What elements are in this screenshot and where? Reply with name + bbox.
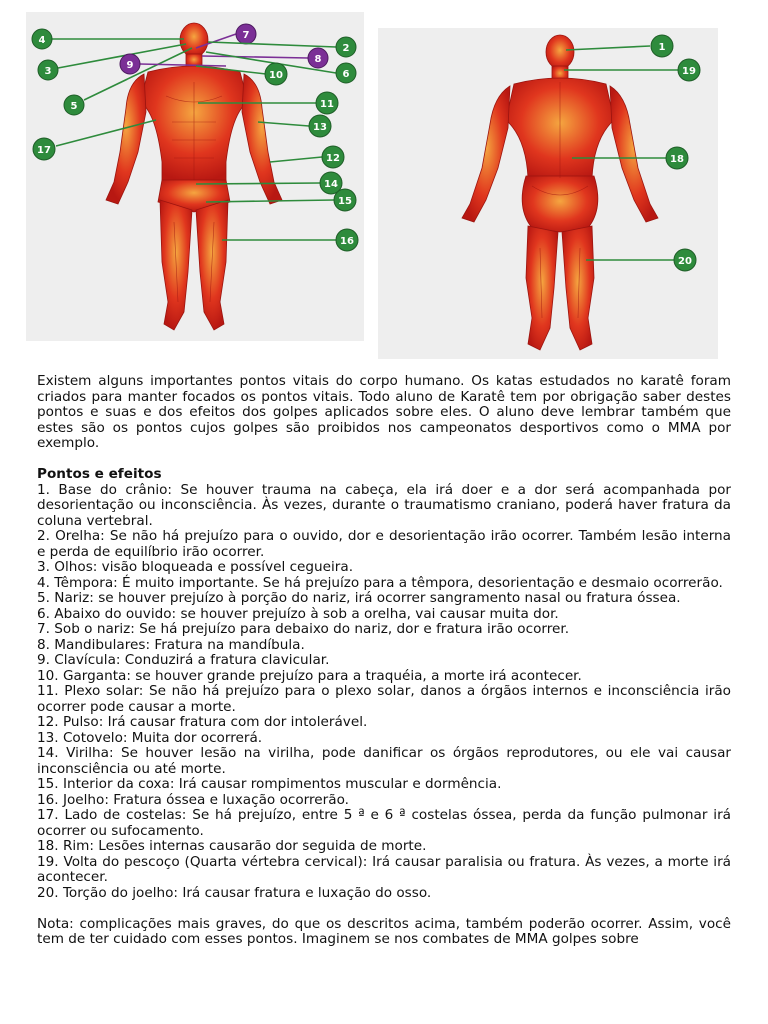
point-item: 13. Cotovelo: Muita dor ocorrerá. <box>37 729 263 746</box>
point-item: 19. Volta do pescoço (Quarta vértebra cervical): Irá causar paralisia ou fratura. Às vezes, a morte irá acontecer. <box>37 853 731 885</box>
svg-text:12: 12 <box>326 153 340 164</box>
svg-text:3: 3 <box>44 66 52 77</box>
front-anatomy-illustration <box>26 12 364 341</box>
svg-text:6: 6 <box>342 69 350 80</box>
point-item: 6. Abaixo do ouvido: se houver prejuízo à sob a orelha, vai causar muita dor. <box>37 605 559 622</box>
point-item: 14. Virilha: Se houver lesão na virilha, pode danificar os órgãos reprodutores, ou ele vai causar inconsciência ou até morte. <box>37 745 731 777</box>
point-item: 3. Olhos: visão bloqueada e possível cegueira. <box>37 559 354 575</box>
front-anatomy-figure <box>26 12 364 341</box>
point-item: 17. Lado de costelas: Se há prejuízo, entre 5 ª e 6 ª costelas óssea, perda da função pulmonar irá ocorrer ou sufocamento. <box>37 807 731 839</box>
point-item: 1. Base do crânio: Se houver trauma na cabeça, ela irá doer e a dor será acompanhada por desorientação ou inconsciência. Às vezes, durante o traumatismo craniano, poderá haver fratura da coluna vertebral. <box>37 481 731 529</box>
svg-text:5: 5 <box>70 101 78 112</box>
callout-2 <box>208 37 356 57</box>
point-item: 12. Pulso: Irá causar fratura com dor intolerável. <box>37 714 368 730</box>
svg-text:8: 8 <box>314 54 322 65</box>
svg-text:11: 11 <box>320 99 334 110</box>
article-text <box>37 374 731 948</box>
callout-4 <box>32 29 184 49</box>
point-item: 9. Clavícula: Conduzirá a fratura clavicular. <box>37 652 330 668</box>
section-heading: Pontos e efeitos <box>37 466 162 482</box>
back-anatomy-figure <box>378 28 718 359</box>
svg-text:15: 15 <box>338 196 352 207</box>
point-item: 7. Sob o nariz: Se há prejuízo para debaixo do nariz, dor e fratura irão ocorrer. <box>37 621 570 637</box>
callout-20 <box>586 249 696 271</box>
point-item: 15. Interior da coxa: Irá causar rompimentos muscular e dormência. <box>37 776 502 792</box>
svg-text:19: 19 <box>682 66 696 77</box>
svg-text:9: 9 <box>126 60 134 71</box>
svg-text:16: 16 <box>340 236 354 247</box>
callout-1 <box>566 35 673 57</box>
callout-12 <box>270 146 344 168</box>
svg-text:17: 17 <box>37 145 51 156</box>
callout-8 <box>202 48 328 68</box>
point-item: 5. Nariz: se houver prejuízo à porção do nariz, irá ocorrer sangramento nasal ou fratura óssea. <box>37 590 681 606</box>
vital-points-list <box>37 483 731 902</box>
point-item: 20. Torção do joelho: Irá causar fratura e luxação do osso. <box>37 884 432 901</box>
svg-text:1: 1 <box>658 42 666 53</box>
point-item: 18. Rim: Lesões internas causarão dor seguida de morte. <box>37 838 427 854</box>
svg-text:7: 7 <box>242 30 250 41</box>
point-item: 16. Joelho: Fratura óssea e luxação ocorrerão. <box>37 791 349 808</box>
point-item: 11. Plexo solar: Se não há prejuízo para o plexo solar, danos a órgãos internos e inconsciência irão ocorrer pode causar a morte. <box>37 683 731 715</box>
callout-13 <box>258 115 331 137</box>
point-item: 2. Orelha: Se não há prejuízo para o ouvido, dor e desorientação irão ocorrer. Também lesão interna e perda de equilíbrio irão ocorrer. <box>37 528 731 560</box>
svg-text:14: 14 <box>324 179 338 190</box>
note-paragraph: Nota: complicações mais graves, do que os descritos acima, também poderão ocorrer. Assim, você tem de ter cuidado com esses pontos. Imaginem se nos combates de MMA golpes sobre <box>37 915 731 947</box>
callout-16 <box>222 229 358 251</box>
point-item: 8. Mandibulares: Fratura na mandíbula. <box>37 636 305 653</box>
back-anatomy-illustration <box>378 28 718 359</box>
intro-paragraph: Existem alguns importantes pontos vitais do corpo humano. Os katas estudados no karatê foram criados para manter focados os pontos vitais. Todo aluno de Karatê tem por obrigação saber destes pontos e suas e dos efeitos dos golpes aplicados sobre eles. O aluno deve lembrar também que estes são os pontos cujos golpes são proibidos nos campeonatos desportivos como o MMA por exemplo. <box>37 373 731 451</box>
point-item: 4. Têmpora: É muito importante. Se há prejuízo para a têmpora, desorientação e desmaio ocorrerão. <box>37 574 723 591</box>
svg-text:20: 20 <box>678 256 692 267</box>
svg-text:4: 4 <box>38 35 46 46</box>
svg-text:2: 2 <box>342 43 350 54</box>
callout-19 <box>564 59 700 81</box>
svg-text:18: 18 <box>670 154 684 165</box>
svg-text:10: 10 <box>269 70 283 81</box>
point-item: 10. Garganta: se houver grande prejuízo para a traquéia, a morte irá acontecer. <box>37 667 582 684</box>
svg-text:13: 13 <box>313 122 327 133</box>
